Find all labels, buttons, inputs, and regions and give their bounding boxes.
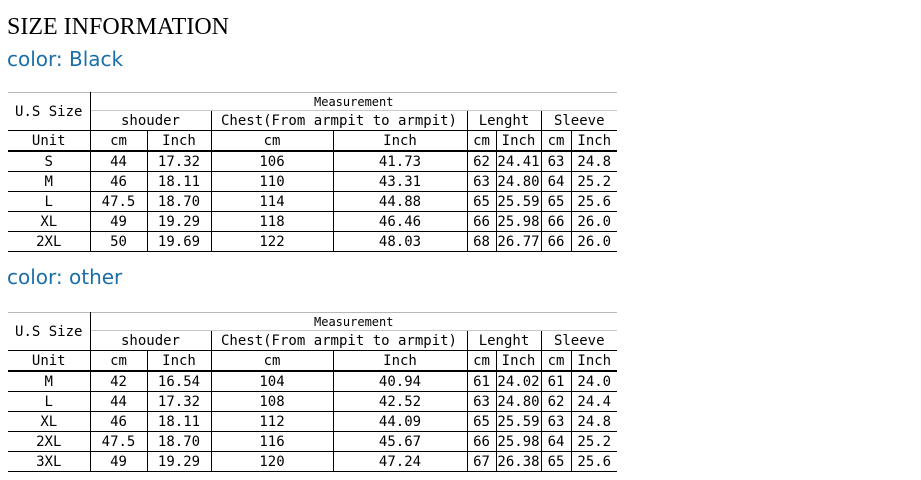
measure-cell: 63 <box>541 151 571 172</box>
table-row <box>8 371 617 392</box>
measure-cell: 24.80 <box>497 173 540 190</box>
measure-cell: 25.59 <box>497 193 540 210</box>
measure-cell: 26.0 <box>571 212 617 232</box>
us-size-header: U.S Size <box>8 313 90 351</box>
us-size-header: U.S Size <box>8 93 90 131</box>
measure-cell: 62 <box>541 392 571 412</box>
measure-cell: 17.32 <box>147 392 211 412</box>
measure-cell: 25.98 <box>497 433 540 450</box>
unit-cell: Inch <box>571 131 617 152</box>
measure-cell: 50 <box>90 232 147 252</box>
measure-cell: 104 <box>211 371 333 392</box>
measure-cell: 61 <box>467 371 496 392</box>
color-heading-other: color: other <box>7 265 123 289</box>
measure-cell: 61 <box>541 371 571 392</box>
size-label: L <box>8 392 90 412</box>
unit-cell: Inch <box>571 351 617 372</box>
size-label: 2XL <box>8 232 90 252</box>
size-label: M <box>8 371 90 392</box>
measure-cell: 26.0 <box>571 232 617 252</box>
measure-cell: 44.88 <box>333 192 467 212</box>
measure-cell: 63 <box>467 172 496 192</box>
measure-cell: 120 <box>211 452 333 472</box>
measure-cell: 49 <box>90 212 147 232</box>
measure-cell: 66 <box>467 212 496 232</box>
measure-cell: 118 <box>211 212 333 232</box>
measure-cell: 46 <box>90 412 147 432</box>
group-header: Lenght <box>467 111 541 131</box>
size-label: XL <box>8 212 90 232</box>
measure-cell: 25.2 <box>571 172 617 192</box>
unit-cell: cm <box>467 131 496 152</box>
size-label: M <box>8 172 90 192</box>
measure-cell: 106 <box>211 151 333 172</box>
measure-cell: 47.24 <box>333 452 467 472</box>
table-row <box>8 392 617 412</box>
size-label: 3XL <box>8 452 90 472</box>
size-table-other <box>8 312 617 472</box>
size-label: XL <box>8 412 90 432</box>
group-header: Sleeve <box>541 331 617 351</box>
measure-cell: 108 <box>211 392 333 412</box>
measure-cell: 47.5 <box>90 432 147 452</box>
measure-cell: 42 <box>90 371 147 392</box>
measure-cell: 41.73 <box>333 151 467 172</box>
measure-cell: 48.03 <box>333 232 467 252</box>
measure-cell: 44.09 <box>333 412 467 432</box>
page-title: SIZE INFORMATION <box>7 14 229 40</box>
measure-cell: 24.8 <box>571 151 617 172</box>
measure-cell: 44 <box>90 151 147 172</box>
measure-cell: 25.59 <box>497 413 540 430</box>
measure-cell: 114 <box>211 192 333 212</box>
measure-cell: 18.11 <box>147 172 211 192</box>
measure-cell: 66 <box>541 232 571 252</box>
unit-header: Unit <box>8 351 90 372</box>
measure-cell: 45.67 <box>333 432 467 452</box>
measure-cell: 25.6 <box>571 192 617 212</box>
measure-cell: 46 <box>90 172 147 192</box>
unit-cell: cm <box>467 351 496 372</box>
measure-cell: 64 <box>541 172 571 192</box>
measure-cell: 18.70 <box>147 192 211 212</box>
measure-cell: 65 <box>541 452 571 472</box>
group-header: shouder <box>90 331 211 351</box>
measure-cell: 16.54 <box>147 371 211 392</box>
measure-cell: 18.11 <box>147 412 211 432</box>
unit-cell: cm <box>211 351 333 372</box>
measure-cell: 24.8 <box>571 412 617 432</box>
measure-cell: 19.29 <box>147 212 211 232</box>
measure-cell: 68 <box>467 232 496 252</box>
measure-cell: 19.29 <box>147 452 211 472</box>
measure-cell: 66 <box>467 432 496 452</box>
measure-cell: 25.6 <box>571 452 617 472</box>
measure-cell: 25.2 <box>571 432 617 452</box>
measure-cell: 65 <box>541 192 571 212</box>
unit-cell: cm <box>211 131 333 152</box>
size-label: L <box>8 192 90 212</box>
measure-cell: 25.98 <box>497 213 540 230</box>
group-header: Chest(From armpit to armpit) <box>211 331 467 351</box>
table-row <box>8 232 617 252</box>
measure-cell: 42.52 <box>333 392 467 412</box>
unit-cell: Inch <box>496 131 541 152</box>
unit-header: Unit <box>8 131 90 152</box>
measure-cell: 18.70 <box>147 432 211 452</box>
group-header: shouder <box>90 111 211 131</box>
table-row <box>8 452 617 472</box>
measure-cell: 110 <box>211 172 333 192</box>
table-row <box>8 151 617 172</box>
table-row <box>8 212 617 232</box>
measure-cell: 67 <box>467 452 496 472</box>
measure-cell: 43.31 <box>333 172 467 192</box>
measure-cell: 19.69 <box>147 232 211 252</box>
measure-cell: 65 <box>467 412 496 432</box>
table-row <box>8 412 617 432</box>
measure-cell: 24.4 <box>571 392 617 412</box>
unit-cell: Inch <box>147 131 211 152</box>
measure-cell: 26.77 <box>497 233 540 250</box>
table-row <box>8 172 617 192</box>
unit-cell: Inch <box>147 351 211 372</box>
size-label: S <box>8 151 90 172</box>
table-row <box>8 432 617 452</box>
measure-cell: 65 <box>467 192 496 212</box>
measure-cell: 47.5 <box>90 192 147 212</box>
measure-cell: 49 <box>90 452 147 472</box>
unit-cell: Inch <box>496 351 541 372</box>
unit-cell: cm <box>90 131 147 152</box>
size-label: 2XL <box>8 432 90 452</box>
unit-cell: cm <box>90 351 147 372</box>
measure-cell: 24.02 <box>496 371 541 392</box>
unit-cell: cm <box>541 351 571 372</box>
unit-cell: Inch <box>333 351 467 372</box>
measure-cell: 26.38 <box>497 453 540 470</box>
unit-cell: cm <box>541 131 571 152</box>
group-header: Chest(From armpit to armpit) <box>211 111 467 131</box>
measure-cell: 24.0 <box>571 371 617 392</box>
size-table-black <box>8 92 617 252</box>
measure-cell: 64 <box>541 432 571 452</box>
measure-cell: 46.46 <box>333 212 467 232</box>
measure-cell: 24.41 <box>496 151 541 172</box>
measure-cell: 63 <box>541 412 571 432</box>
group-header: Lenght <box>467 331 541 351</box>
measure-cell: 40.94 <box>333 371 467 392</box>
measure-cell: 44 <box>90 392 147 412</box>
measure-cell: 24.80 <box>497 393 540 410</box>
measure-cell: 62 <box>467 151 496 172</box>
table-row <box>8 192 617 212</box>
measure-cell: 66 <box>541 212 571 232</box>
color-heading-black: color: Black <box>7 47 124 71</box>
measure-cell: 17.32 <box>147 151 211 172</box>
group-header: Sleeve <box>541 111 617 131</box>
unit-cell: Inch <box>333 131 467 152</box>
measurement-header: Measurement <box>90 93 617 111</box>
measure-cell: 122 <box>211 232 333 252</box>
measure-cell: 116 <box>211 432 333 452</box>
measure-cell: 63 <box>467 392 496 412</box>
measure-cell: 112 <box>211 412 333 432</box>
measurement-header: Measurement <box>90 313 617 331</box>
